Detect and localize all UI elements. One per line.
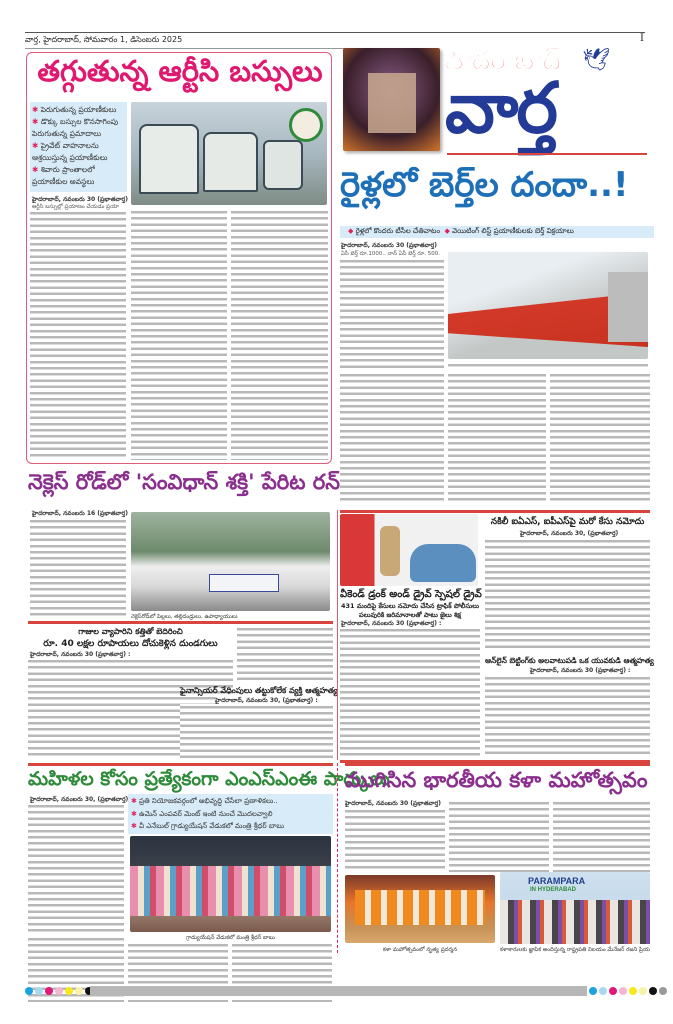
finance-headline: ఫైనాన్సియర్ వేధింపులు తట్టుకోలేక వ్యక్తి ఆత్మహత్య: [180, 686, 338, 695]
art-body: [449, 800, 549, 872]
women-headline: మహిళల కోసం ప్రత్యేకంగా ఎంఎస్ఎంఈ పార్కులు: [28, 768, 390, 790]
drunk-body: [340, 627, 480, 757]
bus-headline: తగ్గుతున్న ఆర్టీసి బస్సులు: [37, 54, 323, 88]
train-subhead: రైళ్లలో కొందరు టీసీల చేతివాటం: [355, 227, 441, 235]
train-headline: రైళ్లలో బెర్త్‌ల దందా..!: [340, 165, 629, 205]
dancers: [355, 890, 485, 925]
art-dance-photo: [345, 875, 495, 943]
art-headline: ముగిసిన భారతీయ కళా మహోత్సవం: [345, 768, 648, 792]
art-caption-1: కళా మహోత్సవంలో నృత్య ప్రదర్శన: [382, 947, 458, 953]
train-caption-lines: [448, 362, 648, 370]
masthead-name: వార్త: [445, 67, 556, 149]
drunk-cartoon: [340, 514, 478, 586]
train-body-col: [448, 372, 546, 504]
parampara-sub: IN HYDERABAD: [530, 887, 577, 893]
artists-group: [500, 900, 650, 944]
finance-body: [180, 704, 333, 758]
robbery-kicker: గాజుల వ్యాపారిని కత్తితో బెదిరించి: [78, 627, 183, 636]
bus-body-col: [131, 209, 227, 460]
bus-bullets: [30, 102, 127, 192]
column-divider: [337, 763, 338, 953]
robbery-body: [237, 626, 333, 684]
color-registration-right: [589, 987, 667, 995]
bus-shape: [263, 140, 303, 190]
bullet-item: ✱ ప్రతి నియోజకవర్గంలో అభివృద్ధి చేసేలా ప్రణాళికలు..: [131, 797, 278, 805]
train-subhead: వెయిటింగ్ లిస్ట్ ప్రయాణీకులకు బెర్త్ విక్రయాలు: [452, 227, 574, 235]
bullet-item: ✱ శివారు ప్రాంతాలలో ప్రయాణీకుల అవస్థలు: [32, 165, 95, 186]
section-rule: [345, 763, 650, 766]
betting-body: [485, 675, 650, 755]
fake-ias-headline: నకిలీ ఐఏఎస్, ఐపీఎస్‌పై మరో కేసు నమోదు: [490, 517, 645, 527]
run-body: [30, 518, 126, 616]
police-figure: [380, 526, 400, 576]
run-photo: [131, 512, 330, 611]
robbery-headline: రూ. 40 లక్షల రూపాయలు దోచుకెళ్లిన దుండగులు: [43, 639, 218, 649]
women-body: [28, 803, 124, 933]
women-caption: గ్రాడ్యుయేషన్ వేడుకలో మంత్రి శ్రీధర్ బాబు: [186, 935, 275, 941]
betting-dateline: హైదరాబాద్, నవంబరు 30 (ప్రభాతవార్త) :: [530, 667, 631, 674]
tsrtc-logo: [289, 108, 323, 142]
fake-ias-dateline: హైదరాబాద్, నవంబరు 30, (ప్రభాతవార్త): [520, 530, 619, 537]
women-photo: [130, 836, 331, 932]
masthead-rule: [447, 153, 647, 155]
run-dateline: హైదరాబాద్, నవంబరు 16 (ప్రభాతవార్త): [32, 510, 128, 517]
bus-body-col: [231, 209, 328, 460]
run-caption: నెక్లెస్‌రోడ్‌లో పిల్లలు, తల్లిదండ్రులు, ఉపాధ్యాయులు: [131, 614, 238, 620]
finance-dateline: హైదరాబాద్, నవంబరు 30, (ప్రభాతవార్త) :: [215, 697, 318, 704]
robbery-dateline: హైదరాబాద్, నవంబరు 30 (ప్రభాతవార్త) :: [30, 651, 131, 658]
column-divider: [337, 510, 338, 760]
run-banner: [209, 574, 279, 592]
bullet-item: ✱ వీ ఎనేబుల్ గ్రాడ్యుయేషన్ వేడుకలో మంత్రి శ్రీధర్ బాబు: [131, 822, 285, 830]
masthead-city: హైదరాబాద్: [445, 46, 561, 76]
train-photo: [448, 252, 648, 359]
women-dateline: హైదరాబాద్, నవంబరు 30, (ప్రభాతవార్త): [30, 796, 129, 803]
charminar-shape: [368, 73, 416, 133]
betting-headline: ఆన్‌లైన్ బెట్టింగ్‌కు అలవాటుపడి ఒక యువకుడి ఆత్మహత్య: [485, 656, 654, 665]
bullet-item: ✱ ఉమెన్ ఎంపవర్ మెంట్ ఇంటి నుంచే మొదలవ్వాలి: [131, 809, 273, 818]
women-bullets: [128, 794, 333, 834]
header-rule: [25, 48, 345, 49]
art-body: [553, 800, 650, 872]
page-marker: I: [640, 33, 644, 44]
page-dateline: వార్త, హైదరాబాద్, సోమవారం 1, డిసెంబరు 2025: [25, 35, 183, 44]
bus-body-col: [30, 210, 126, 460]
section-rule: [28, 621, 333, 624]
dove-icon: 🕊: [582, 48, 610, 73]
parampara-banner: PARAMPARA: [528, 876, 586, 886]
train-body-col: [550, 372, 650, 504]
drunk-sub1: 431 మందిపై కేసులు నమోదు చేసిన ట్రాఫిక్ పోలీసులు: [341, 602, 479, 610]
train-coach-end: [608, 272, 648, 342]
art-dateline: హైదరాబాద్, నవంబరు 30 (ప్రభాతవార్త): [345, 800, 441, 807]
drunk-sub2: పలువురికి జరిమానాలతో పాటు జైలు శిక్ష: [359, 611, 461, 619]
art-body: [345, 808, 445, 872]
drunk-headline: వీకెండ్ డ్రంక్ అండ్ డ్రైవ్ స్పెషల్ డ్రైవ్: [340, 589, 482, 600]
bus-lead: ఆర్టీసి బస్సుల్లో ప్రయాణం చేయడం ప్రయా: [32, 204, 119, 210]
drunk-dateline: హైదరాబాద్, నవంబరు 30 (ప్రభాతవార్త) :: [341, 620, 442, 627]
art-caption-2: కళాకారులకు జ్ఞాపిక అందిస్తున్న రాష్ట్రపతి నిలయం మేనేజర్ రజని ప్రియ: [500, 947, 650, 953]
fake-ias-body: [485, 538, 650, 651]
train-body-col: [340, 258, 444, 370]
car-shape: [410, 544, 476, 582]
run-headline: నెక్లెస్ రోడ్‌లో 'సంవిధాన్ శక్తి' పేరిట రన్: [28, 470, 340, 494]
train-lead: ఏసీ బెర్త్ రూ.1000.. నాన్ ఏసీ బెర్త్ రూ. 500.: [341, 251, 441, 257]
bullet-item: ✱ డొక్కు బస్సుల కొనసాగింపు పెరుగుతున్న ప్రమాదాలు: [32, 117, 119, 138]
section-rule: [340, 510, 650, 513]
section-rule: [28, 763, 333, 766]
top-rule: [25, 32, 645, 33]
bus-shape: [139, 124, 199, 194]
train-dateline: హైదరాబాద్, నవంబరు 30 (ప్రభాతవార్త): [341, 242, 437, 249]
train-subheads: ◆ రైళ్లలో కొందరు టీసీల చేతివాటం ◆ వెయిటింగ్ లిస్ట్ ప్రయాణీకులకు బెర్త్ విక్రయాలు: [340, 226, 654, 238]
bus-shape: [203, 132, 258, 192]
bullet-item: ✱ పెరుగుతున్న ప్రయాణీకులు: [32, 105, 117, 114]
train-body-col: [340, 372, 444, 504]
bus-dateline: హైదరాబాద్, నవంబరు 30 (ప్రభాతవార్త): [32, 196, 128, 203]
gray-bar: [90, 986, 587, 996]
bullet-item: ✱ ప్రైవేట్ వాహనాలను ఆశ్రయిస్తున్న ప్రయాణీకులు: [32, 141, 108, 162]
group-figures: [130, 866, 331, 916]
bus-photo: [131, 102, 327, 205]
art-award-photo: [500, 872, 650, 944]
charminar-photo: [343, 48, 440, 151]
